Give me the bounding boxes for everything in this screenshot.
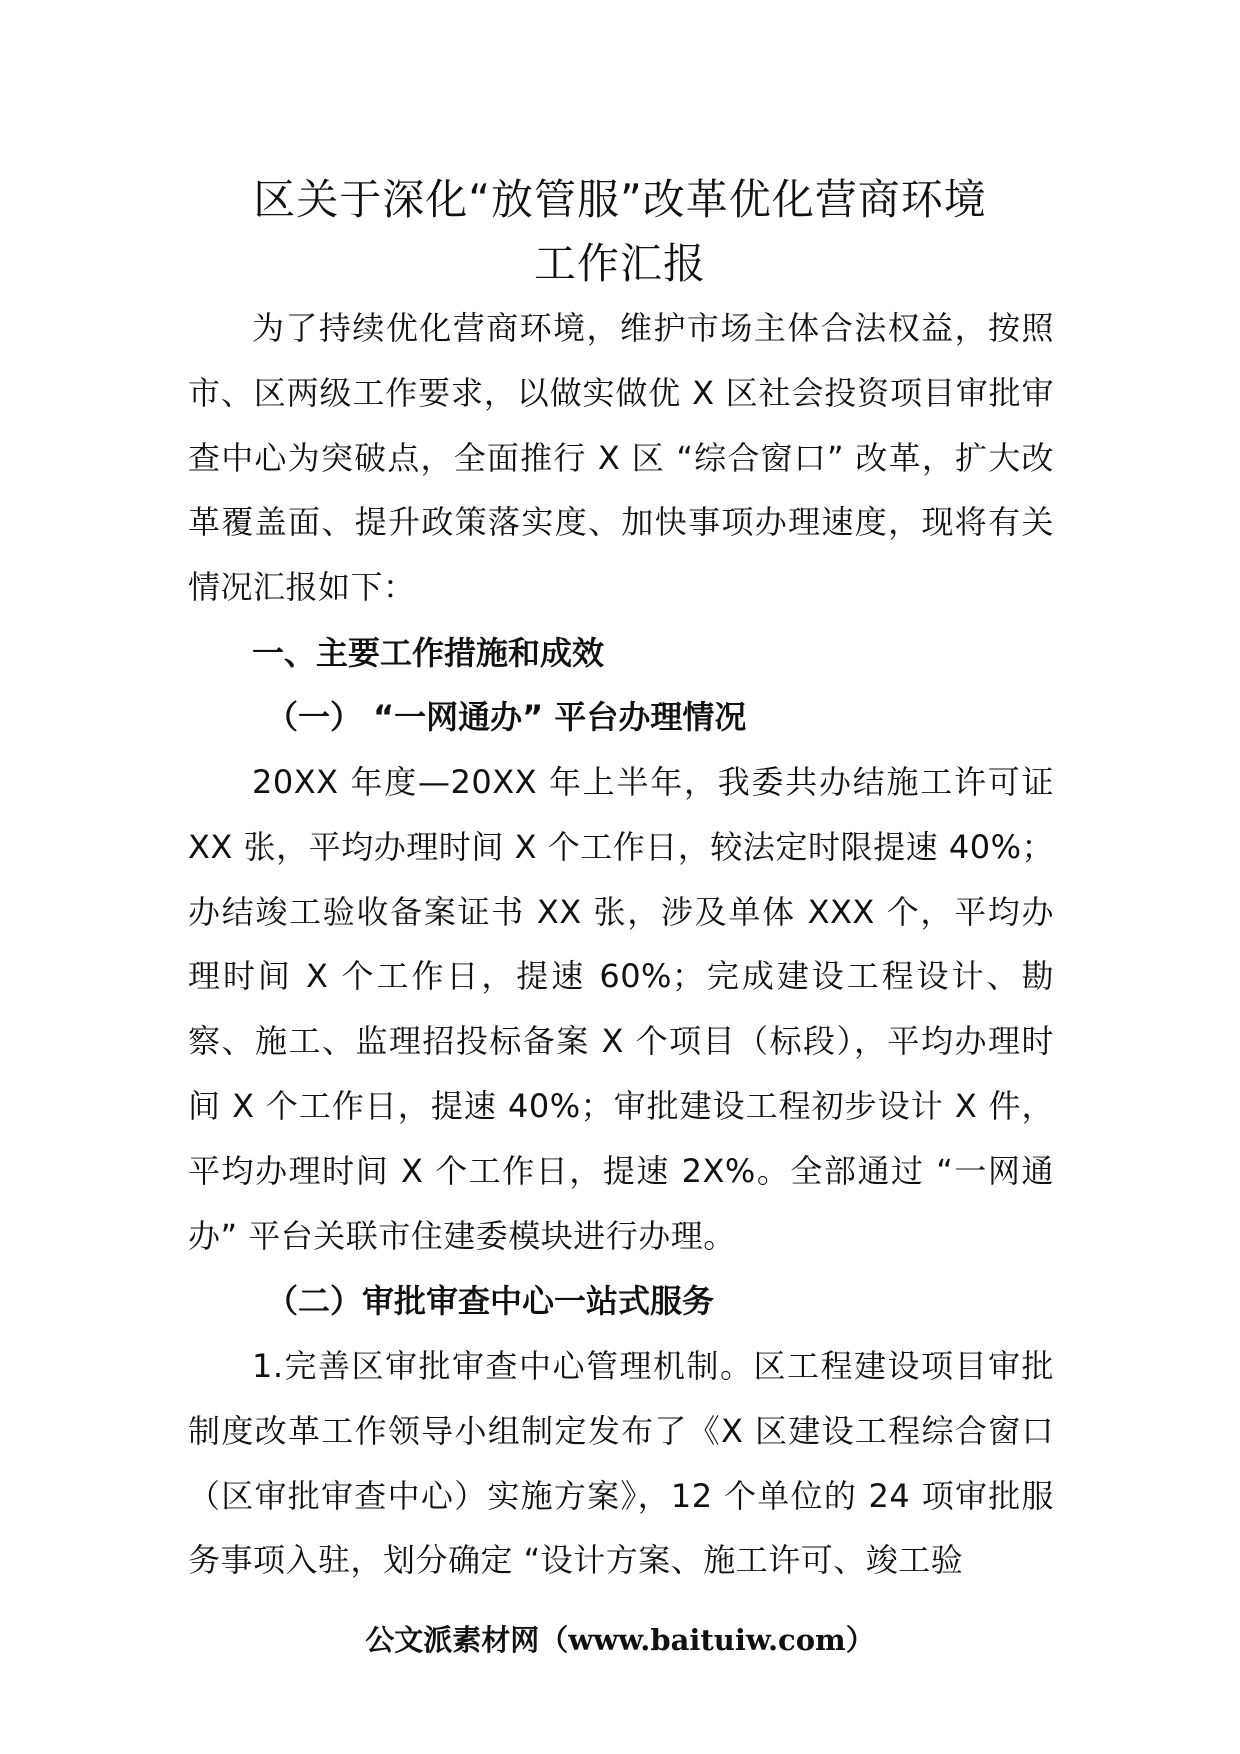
document-title-line-2: 工作汇报: [533, 239, 706, 288]
subsection-2-paragraph: 1.完善区审批审查中心管理机制。区工程建设项目审批制度改革工作领导小组制定发布了《X 区建设工程综合窗口（区审批审查中心）实施方案》，12 个单位的 24 项审批服务事项入驻，划分确定 “设计方案、施工许可、竣工验: [188, 1347, 1054, 1580]
document-title-line-1: 区关于深化“放管服”改革优化营商环境: [253, 175, 987, 224]
footer-watermark: 公文派素材网（www.baituiw.com）: [365, 1623, 875, 1657]
subsection-heading-one-stop-service: （二）审批审查中心一站式服务: [266, 1282, 715, 1320]
intro-paragraph: 为了持续优化营商环境，维护市场主体合法权益，按照市、区两级工作要求，以做实做优 X 区社会投资项目审批审查中心为突破点，全面推行 X 区 “综合窗口” 改革，扩大改革覆盖面、提升政策落实度、加快事项办理速度，现将有关情况汇报如下：: [188, 309, 1054, 607]
section-heading-main-measures: 一、主要工作措施和成效: [252, 634, 605, 672]
subsection-1-paragraph: 20XX 年度—20XX 年上半年，我委共办结施工许可证 XX 张，平均办理时间 X 个工作日，较法定时限提速 40%；办结竣工验收备案证书 XX 张，涉及单体 XXX 个，平均办理时间 X 个工作日，提速 60%；完成建设工程设计、勘察、施工、监理招投标备案 X 个项目（标段），平均办理时间 X 个工作日，提速 40%；审批建设工程初步设计 X 件，平均办理时间 X 个工作日，提速 2X%。全部通过 “一网通办” 平台关联市住建委模块进行办理。: [188, 763, 1054, 1255]
subsection-heading-online-platform: （一） “一网通办” 平台办理情况: [266, 698, 747, 736]
